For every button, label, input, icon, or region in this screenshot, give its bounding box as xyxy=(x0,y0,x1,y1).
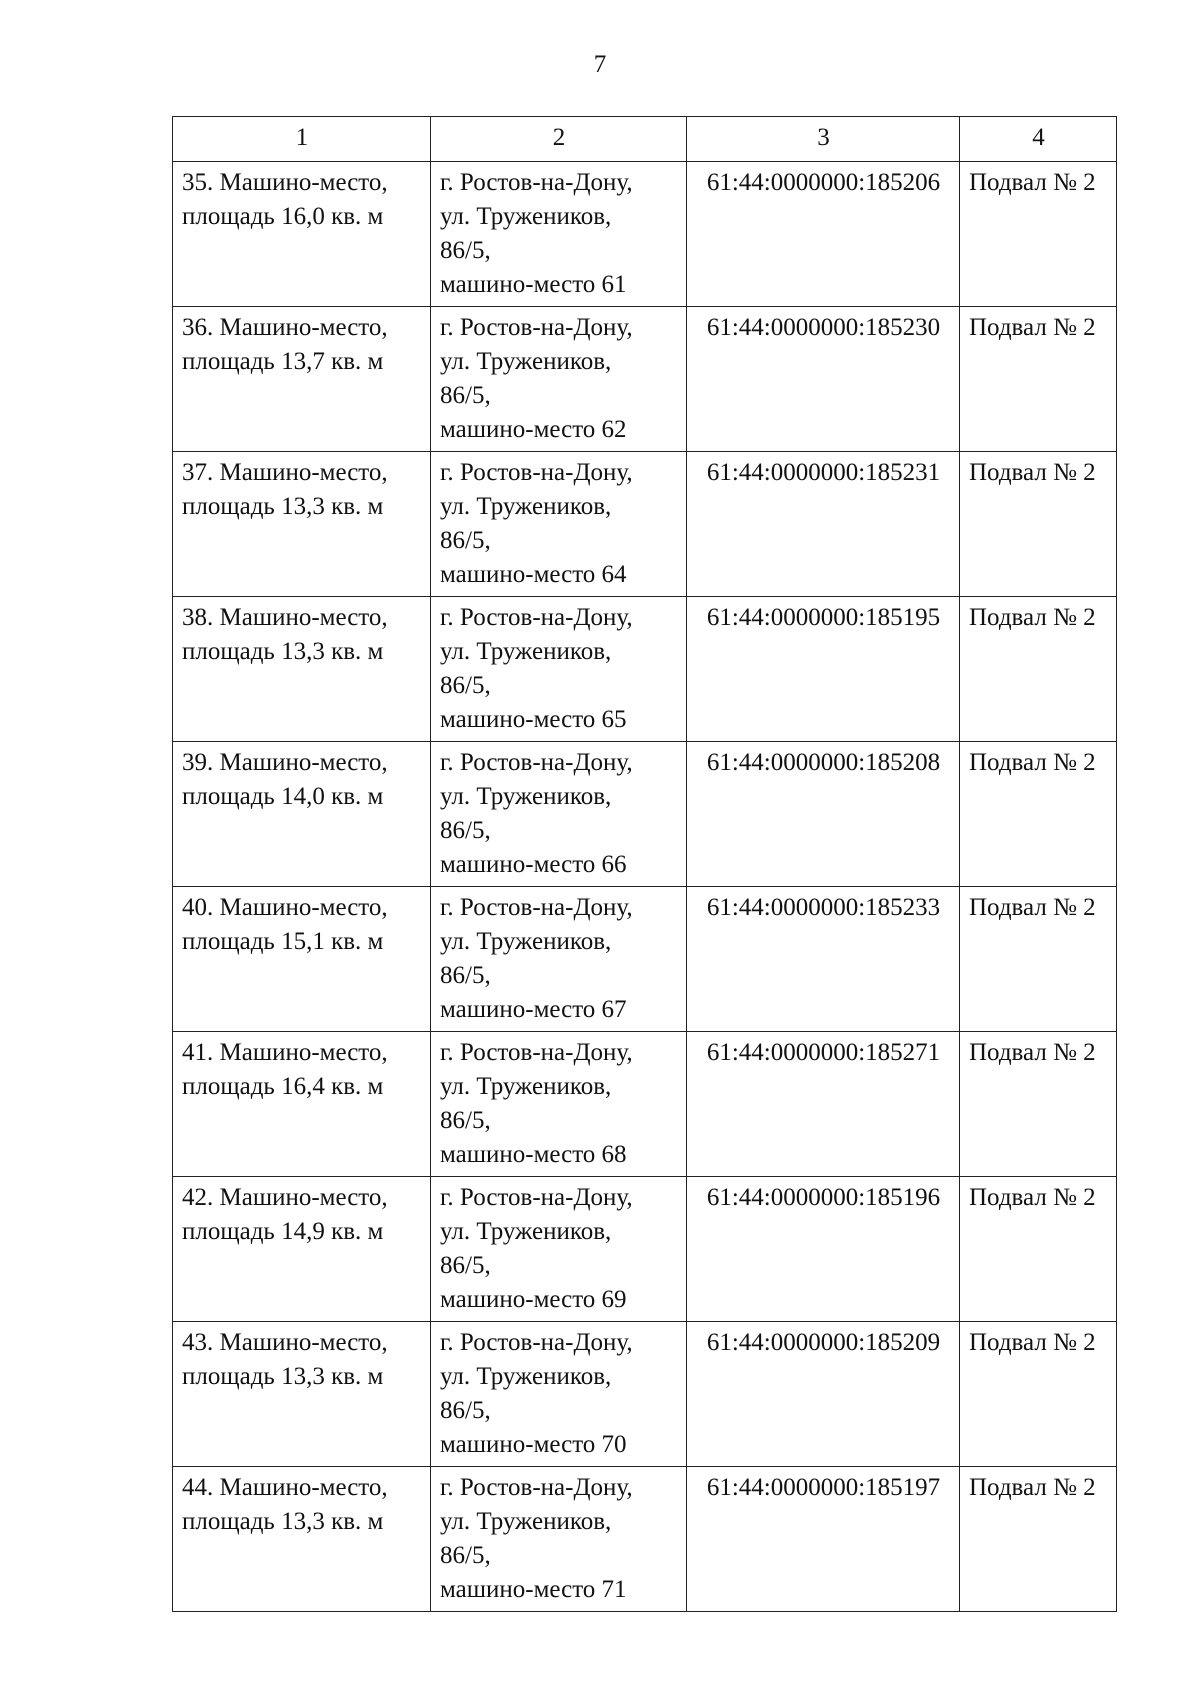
cell-address xyxy=(431,887,687,1032)
table-row xyxy=(173,1322,1117,1467)
cell-description xyxy=(173,597,431,742)
address-line: г. Ростов-на-Дону, xyxy=(440,314,633,341)
cell-location xyxy=(960,887,1117,1032)
location-label: Подвал № 2 xyxy=(969,1184,1096,1211)
cell-description xyxy=(173,452,431,597)
cell-cadastral-number xyxy=(687,452,960,597)
cell-cadastral-number xyxy=(687,597,960,742)
address-line: 86/5, xyxy=(440,817,491,844)
address-line: г. Ростов-на-Дону, xyxy=(440,1329,633,1356)
address-line: 86/5, xyxy=(440,527,491,554)
description-line: площадь 13,3 кв. м xyxy=(182,1508,384,1535)
cadastral-number: 61:44:0000000:185196 xyxy=(706,1184,941,1211)
address-line: машино-место 68 xyxy=(440,1141,627,1168)
description-line: площадь 13,3 кв. м xyxy=(182,1363,384,1390)
cell-address xyxy=(431,307,687,452)
cell-location xyxy=(960,452,1117,597)
table-row xyxy=(173,162,1117,307)
cell-description xyxy=(173,1032,431,1177)
description-line: 36. Машино-место, xyxy=(182,314,388,341)
cell-cadastral-number xyxy=(687,887,960,1032)
address-line: машино-место 61 xyxy=(440,271,627,298)
cell-description xyxy=(173,1177,431,1322)
description-line: площадь 16,4 кв. м xyxy=(182,1073,384,1100)
address-line: 86/5, xyxy=(440,672,491,699)
cell-address xyxy=(431,162,687,307)
cell-address xyxy=(431,597,687,742)
address-line: г. Ростов-на-Дону, xyxy=(440,1184,633,1211)
cadastral-number: 61:44:0000000:185195 xyxy=(706,604,941,631)
address-line: 86/5, xyxy=(440,382,491,409)
address-line: ул. Тружеников, xyxy=(440,928,612,955)
description-line: 42. Машино-место, xyxy=(182,1184,388,1211)
location-label: Подвал № 2 xyxy=(969,169,1096,196)
table-row xyxy=(173,307,1117,452)
address-line: ул. Тружеников, xyxy=(440,203,612,230)
table-row xyxy=(173,597,1117,742)
cell-location xyxy=(960,1467,1117,1612)
cell-description xyxy=(173,1322,431,1467)
address-line: 86/5, xyxy=(440,1107,491,1134)
address-line: 86/5, xyxy=(440,962,491,989)
column-header-4: 4 xyxy=(960,117,1117,162)
address-line: 86/5, xyxy=(440,237,491,264)
description-line: 43. Машино-место, xyxy=(182,1329,388,1356)
parking-spaces-table xyxy=(172,116,1117,1612)
address-line: г. Ростов-на-Дону, xyxy=(440,1474,633,1501)
table-row xyxy=(173,742,1117,887)
address-line: ул. Тружеников, xyxy=(440,783,612,810)
description-line: 39. Машино-место, xyxy=(182,749,388,776)
address-line: машино-место 67 xyxy=(440,996,627,1023)
table-row xyxy=(173,887,1117,1032)
description-line: 35. Машино-место, xyxy=(182,169,388,196)
page-number: 7 xyxy=(593,51,607,78)
cell-location xyxy=(960,307,1117,452)
description-line: площадь 13,3 кв. м xyxy=(182,493,384,520)
location-label: Подвал № 2 xyxy=(969,604,1096,631)
cell-address xyxy=(431,1032,687,1177)
cell-location xyxy=(960,742,1117,887)
address-line: г. Ростов-на-Дону, xyxy=(440,1039,633,1066)
cell-location xyxy=(960,1032,1117,1177)
description-line: 38. Машино-место, xyxy=(182,604,388,631)
cell-location xyxy=(960,162,1117,307)
address-line: ул. Тружеников, xyxy=(440,1218,612,1245)
location-label: Подвал № 2 xyxy=(969,1329,1096,1356)
table-row xyxy=(173,1467,1117,1612)
description-line: 41. Машино-место, xyxy=(182,1039,388,1066)
location-label: Подвал № 2 xyxy=(969,1039,1096,1066)
address-line: ул. Тружеников, xyxy=(440,1508,612,1535)
table-body xyxy=(173,162,1117,1612)
cell-address xyxy=(431,452,687,597)
cell-description xyxy=(173,1467,431,1612)
cell-cadastral-number xyxy=(687,307,960,452)
location-label: Подвал № 2 xyxy=(969,1474,1096,1501)
address-line: машино-место 66 xyxy=(440,851,627,878)
description-line: 44. Машино-место, xyxy=(182,1474,388,1501)
cell-description xyxy=(173,742,431,887)
cell-address xyxy=(431,1467,687,1612)
cadastral-number: 61:44:0000000:185230 xyxy=(706,314,941,341)
location-label: Подвал № 2 xyxy=(969,894,1096,921)
cell-description xyxy=(173,887,431,1032)
address-line: машино-место 71 xyxy=(440,1576,627,1603)
table-row xyxy=(173,1177,1117,1322)
cell-location xyxy=(960,1177,1117,1322)
address-line: ул. Тружеников, xyxy=(440,348,612,375)
address-line: машино-место 62 xyxy=(440,416,627,443)
address-line: машино-место 70 xyxy=(440,1431,627,1458)
description-line: площадь 16,0 кв. м xyxy=(182,203,384,230)
cell-address xyxy=(431,742,687,887)
description-line: площадь 14,9 кв. м xyxy=(182,1218,384,1245)
cadastral-number: 61:44:0000000:185209 xyxy=(706,1329,941,1356)
table-row xyxy=(173,452,1117,597)
description-line: площадь 13,3 кв. м xyxy=(182,638,384,665)
cell-cadastral-number xyxy=(687,1177,960,1322)
cadastral-number: 61:44:0000000:185233 xyxy=(706,894,941,921)
column-header-3: 3 xyxy=(687,117,960,162)
cell-location xyxy=(960,1322,1117,1467)
cell-cadastral-number xyxy=(687,1467,960,1612)
address-line: машино-место 64 xyxy=(440,561,627,588)
description-line: площадь 15,1 кв. м xyxy=(182,928,384,955)
location-label: Подвал № 2 xyxy=(969,314,1096,341)
cadastral-number: 61:44:0000000:185197 xyxy=(706,1474,941,1501)
address-line: ул. Тружеников, xyxy=(440,1363,612,1390)
address-line: машино-место 65 xyxy=(440,706,627,733)
address-line: машино-место 69 xyxy=(440,1286,627,1313)
cell-description xyxy=(173,307,431,452)
cadastral-number: 61:44:0000000:185231 xyxy=(706,459,941,486)
cell-location xyxy=(960,597,1117,742)
table-row xyxy=(173,1032,1117,1177)
table-header-row xyxy=(173,117,1117,162)
column-header-2: 2 xyxy=(431,117,687,162)
address-line: ул. Тружеников, xyxy=(440,638,612,665)
cadastral-number: 61:44:0000000:185271 xyxy=(706,1039,941,1066)
cadastral-number: 61:44:0000000:185208 xyxy=(706,749,941,776)
address-line: г. Ростов-на-Дону, xyxy=(440,894,633,921)
address-line: ул. Тружеников, xyxy=(440,493,612,520)
address-line: г. Ростов-на-Дону, xyxy=(440,749,633,776)
location-label: Подвал № 2 xyxy=(969,749,1096,776)
cell-cadastral-number xyxy=(687,1032,960,1177)
cell-description xyxy=(173,162,431,307)
cell-cadastral-number xyxy=(687,1322,960,1467)
cell-address xyxy=(431,1322,687,1467)
cell-cadastral-number xyxy=(687,162,960,307)
description-line: 40. Машино-место, xyxy=(182,894,388,921)
address-line: ул. Тружеников, xyxy=(440,1073,612,1100)
address-line: г. Ростов-на-Дону, xyxy=(440,604,633,631)
description-line: 37. Машино-место, xyxy=(182,459,388,486)
address-line: 86/5, xyxy=(440,1542,491,1569)
description-line: площадь 13,7 кв. м xyxy=(182,348,384,375)
address-line: г. Ростов-на-Дону, xyxy=(440,459,633,486)
cell-cadastral-number xyxy=(687,742,960,887)
cell-address xyxy=(431,1177,687,1322)
cadastral-number: 61:44:0000000:185206 xyxy=(706,169,941,196)
location-label: Подвал № 2 xyxy=(969,459,1096,486)
address-line: г. Ростов-на-Дону, xyxy=(440,169,633,196)
address-line: 86/5, xyxy=(440,1397,491,1424)
description-line: площадь 14,0 кв. м xyxy=(182,783,384,810)
column-header-1: 1 xyxy=(173,117,431,162)
address-line: 86/5, xyxy=(440,1252,491,1279)
